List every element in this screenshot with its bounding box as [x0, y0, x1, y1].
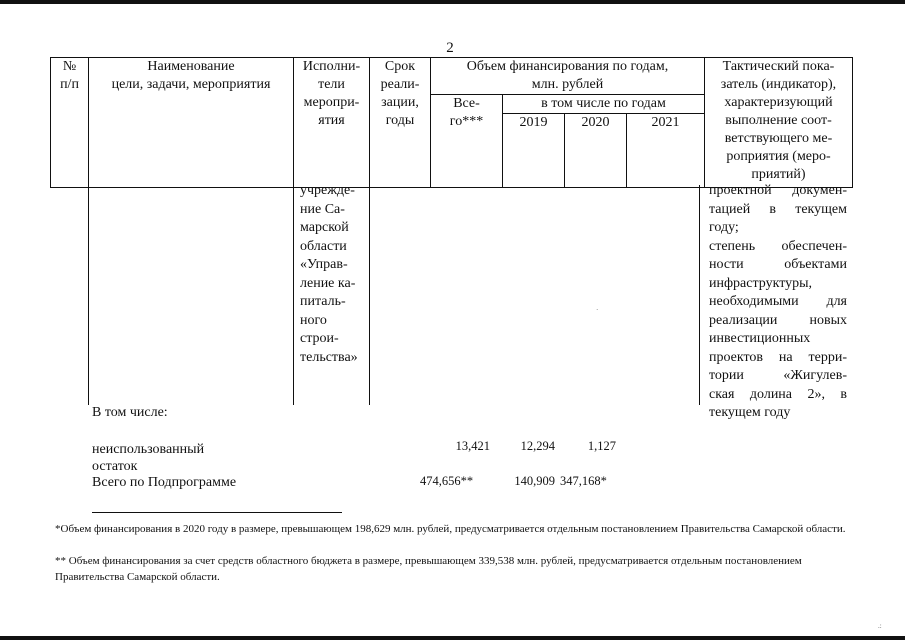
- scan-speck: ·: [596, 306, 599, 314]
- indicator-line: необходимыми для: [709, 294, 847, 309]
- header-indicator: Тактический пока- затель (индикатор), характеризующий выполнение соот- ветствующего ме- роприятия (меро- приятий): [705, 58, 853, 188]
- executor-line: ние Са-: [300, 201, 345, 217]
- header-total: Все- го***: [431, 95, 503, 188]
- indicator-line: проектной докумен-: [709, 183, 847, 198]
- header-year-2021: 2021: [627, 114, 705, 188]
- scan-border-top: [0, 0, 905, 4]
- footnote-2: ** Объем финансирования за счет средств областного бюджета в размере, превышающем 339,538 млн. рублей, предусматривается отдельным постановлением Правительства Самарской области.: [55, 555, 802, 583]
- header-name: Наименование цели, задачи, мероприятия: [89, 58, 294, 188]
- unused-2020: 1,127: [587, 439, 616, 453]
- header-by-years: в том числе по годам: [503, 95, 705, 114]
- executor-line: марской: [300, 220, 349, 235]
- executor-line: «Управ-: [300, 257, 348, 272]
- unused-total: 13,421: [455, 439, 490, 453]
- table-header: [50, 57, 853, 188]
- executor-line: ного: [300, 312, 327, 328]
- column-divider: [293, 185, 294, 405]
- executor-line: строи-: [300, 331, 339, 346]
- indicator-continuation: [709, 182, 847, 423]
- subprogram-total-label: Всего по Подпрограмме: [92, 475, 237, 490]
- page-number: 2: [446, 40, 454, 56]
- indicator-line: текущем году: [709, 405, 791, 420]
- indicator-line: проектов на терри-: [709, 349, 847, 365]
- header-term: Срок реали- зации, годы: [370, 58, 431, 188]
- footnote-1: *Объем финансирования в 2020 году в размере, превышающем 198,629 млн. рублей, предусматривается отдельным постановлением Правительства Самарской области.: [55, 523, 846, 535]
- executor-line: области: [300, 238, 347, 254]
- header-number: № п/п: [51, 58, 89, 188]
- scan-speck: .:: [878, 622, 882, 630]
- unused-balance-label: неиспользованный остаток: [92, 442, 205, 474]
- subprogram-total-sum: 474,656**: [420, 474, 474, 488]
- column-divider: [88, 185, 89, 405]
- including-label: В том числе:: [92, 405, 168, 420]
- indicator-line: степень обеспечен-: [709, 238, 847, 254]
- header-executors: Исполни- тели меропри- ятия: [294, 58, 370, 188]
- footnote-separator: [92, 512, 342, 513]
- indicator-line: ская долина 2», в: [709, 386, 847, 402]
- indicator-line: инвестиционных: [709, 331, 811, 346]
- indicator-line: ности объектами: [709, 257, 847, 272]
- header-year-2020: 2020: [565, 114, 627, 188]
- unused-2019: 12,294: [520, 439, 555, 453]
- indicator-line: реализации новых: [709, 312, 847, 328]
- executor-continuation: [300, 182, 368, 367]
- indicator-line: тацией в текущем: [709, 201, 847, 217]
- column-divider: [699, 185, 700, 405]
- header-year-2019: 2019: [503, 114, 565, 188]
- scan-border-bottom: [0, 636, 905, 640]
- executor-line: учрежде-: [300, 183, 355, 198]
- indicator-line: году;: [709, 220, 739, 235]
- indicator-line: инфраструктуры,: [709, 275, 813, 291]
- executor-line: тельства»: [300, 349, 358, 365]
- subprogram-total-2019: 140,909: [514, 474, 555, 488]
- indicator-line: тории «Жигулев-: [709, 368, 847, 383]
- executor-line: ление ка-: [300, 275, 356, 291]
- executor-line: питаль-: [300, 294, 346, 309]
- subprogram-total-2020: 347,168*: [560, 474, 607, 488]
- column-divider: [369, 185, 370, 405]
- header-funding: Объем финансирования по годам, млн. рублей: [431, 58, 705, 95]
